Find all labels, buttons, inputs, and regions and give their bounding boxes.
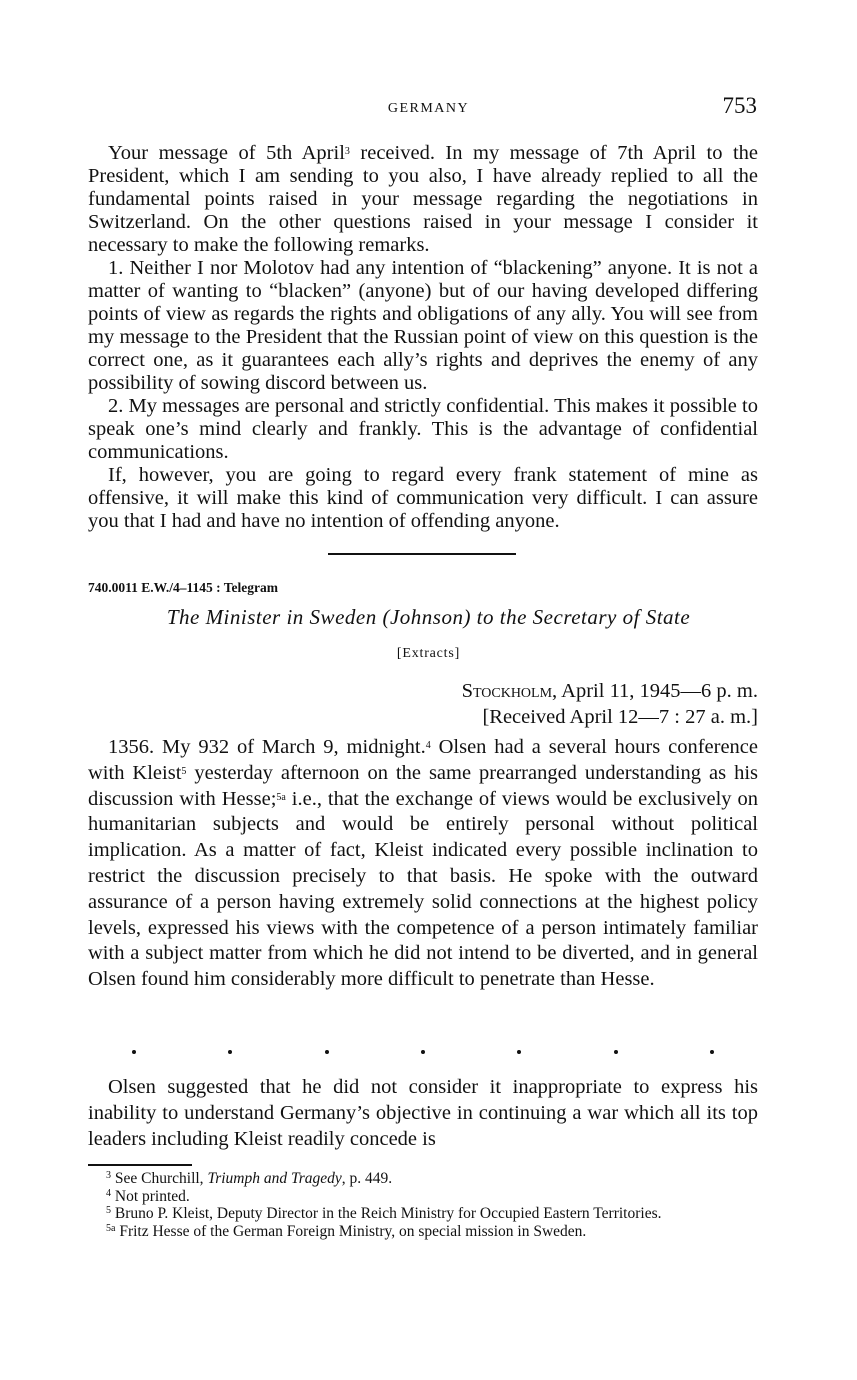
dot xyxy=(132,1050,136,1054)
paragraph-text: 1356. My 932 of March 9, midnight. xyxy=(108,736,426,758)
telegram-paragraph: Olsen suggested that he did not consider it inappropriate to express his inability to understand Germany’s objective in continuing a war which all its top leaders including Kleist readily concede is xyxy=(88,1076,758,1150)
footnote xyxy=(88,1223,758,1241)
date-sent xyxy=(462,678,758,704)
footnote-text: Not printed. xyxy=(111,1187,190,1205)
dateline xyxy=(462,678,758,730)
footnote xyxy=(88,1170,758,1188)
message-paragraph: If, however, you are going to regard every frank statement of mine as offensive, it will make this kind of communication very difficult. I can assure you that I had and have no intention of offending anyone. xyxy=(88,464,758,532)
paragraph-text: received. In my message of 7th April to the President, which I am sending to you also, I have already replied to all the fundamental points raised in your message regarding the negotiations in Switzerland. On the other questions raised in your message I consider it necessary to make the following remarks. xyxy=(88,142,758,256)
dot xyxy=(710,1050,714,1054)
message-paragraph: 1. Neither I nor Molotov had any intention of “blackening” anyone. It is not a matter of wanting to “blacken” (anyone) but of our having developed differing points of view as regards the rights and obligations of any ally. You will see from my message to the President that the Russian point of view on this question is the correct one, as it guarantees each ally’s rights and deprives the enemy of any possibility of sowing discord between us. xyxy=(88,257,758,394)
footnote-mark: 5 xyxy=(106,1205,111,1216)
message-paragraph: 2. My messages are personal and strictly confidential. This makes it possible to speak one’s mind clearly and frankly. This is the advantage of confidential communications. xyxy=(88,395,758,463)
paragraph-text: Your message of 5th April xyxy=(108,142,345,164)
footnotes xyxy=(88,1170,758,1240)
footnote-text: Bruno P. Kleist, Deputy Director in the Reich Ministry for Occupied Eastern Territories. xyxy=(111,1205,662,1222)
footnote-ref: 5a xyxy=(276,791,286,803)
dot xyxy=(325,1050,329,1054)
running-title: GERMANY xyxy=(387,101,470,116)
footnote xyxy=(88,1188,758,1206)
message-paragraph xyxy=(88,142,758,257)
place-name: Stockholm xyxy=(461,680,553,702)
section-divider xyxy=(328,553,516,555)
footnote-ref: 5 xyxy=(181,765,187,777)
omission-dots xyxy=(88,1050,758,1054)
paragraph-text: Olsen had a several hours conference with Kleist xyxy=(88,736,758,784)
dot xyxy=(614,1050,618,1054)
telegram-text-continued xyxy=(88,1075,758,1152)
footnote-mark: 4 xyxy=(106,1187,111,1199)
date-text: , April 11, 1945—6 p. m. xyxy=(552,680,758,702)
footnote-title: Triumph and Tragedy xyxy=(207,1170,342,1187)
document-subheading: [Extracts] xyxy=(396,646,461,661)
message-text xyxy=(88,142,758,533)
dot xyxy=(517,1050,521,1054)
running-header xyxy=(0,93,857,127)
footnote-text: Fritz Hesse of the German Foreign Ministry, on special mission in Sweden. xyxy=(115,1222,587,1240)
telegram-text xyxy=(88,735,758,993)
document-heading: The Minister in Sweden (Johnson) to the Secretary of State xyxy=(166,605,691,629)
dot xyxy=(228,1050,232,1054)
dot xyxy=(421,1050,425,1054)
footnote-rule xyxy=(88,1164,192,1166)
footnote-mark: 5a xyxy=(106,1222,116,1234)
telegram-paragraph xyxy=(88,735,758,993)
date-received: [Received April 12—7 : 27 a. m.] xyxy=(482,706,758,728)
footnote xyxy=(88,1205,758,1223)
footnote-text: , p. 449. xyxy=(341,1170,393,1187)
footnote-text: See Churchill, xyxy=(111,1170,208,1187)
document-file-id: 740.0011 E.W./4–1145 : Telegram xyxy=(88,580,279,595)
page-number: 753 xyxy=(722,93,757,118)
footnote-ref: 3 xyxy=(344,146,350,157)
paragraph-text: i.e., that the exchange of views would be exclusively on humanitarian subjects and would be entirely personal without political implication. As a matter of fact, Kleist indicated every possible inclination to restrict the discussion precisely to that basis. He spoke with the outward assurance of a person having extremely solid connections at the highest policy levels, expressed his views with the competence of a person intimately familiar with a subject matter from which he did not intend to be diverted, and in general Olsen found him considerably more difficult to penetrate than Hesse. xyxy=(88,787,758,991)
footnote-mark: 3 xyxy=(106,1170,111,1181)
footnote-ref: 4 xyxy=(425,740,431,751)
paragraph-text: yesterday afternoon on the same prearranged understanding as his discussion with Hesse; xyxy=(88,761,759,810)
